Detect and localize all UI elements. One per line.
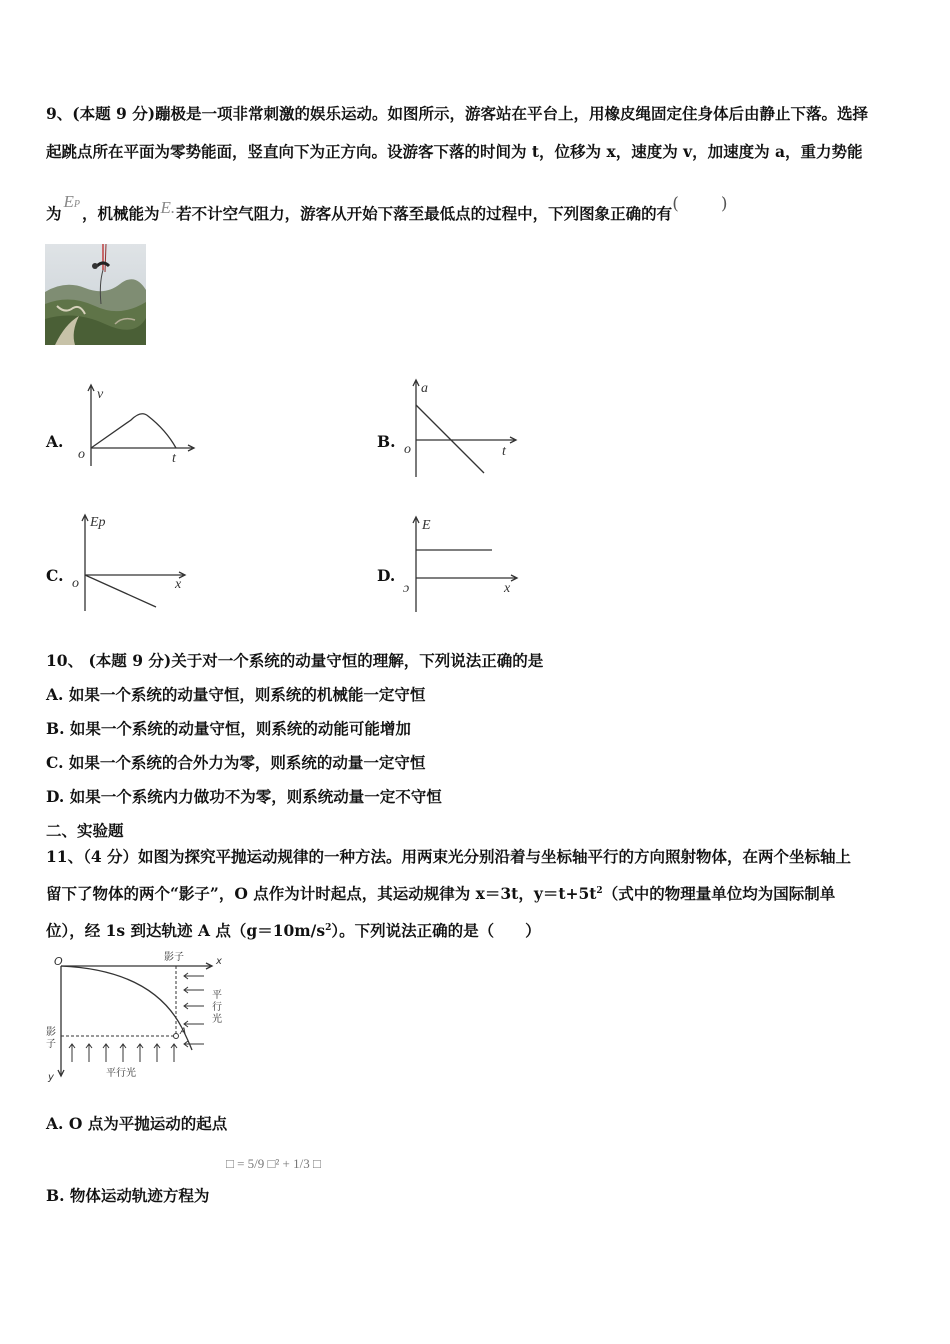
q9-graph-c <box>70 510 195 615</box>
q9-graph-b <box>400 375 525 480</box>
fig-bottom-light-arrows <box>69 1044 177 1062</box>
q9-line-3-rest: 若不计空气阻力，游客从开始下落至最低点的过程中，下列图象正确的有 <box>176 204 673 223</box>
q9-graph-d <box>400 512 525 617</box>
q10-stem: 10、 (本题 9 分)关于对一个系统的动量守恒的理解，下列说法正确的是 <box>46 651 544 670</box>
answer-bracket-open: ( <box>672 194 679 214</box>
graph-a-y-label: v <box>97 387 104 402</box>
q9-line-3-mid: ，机械能为 <box>82 204 160 223</box>
fig-light-bottom-label: 平行光 <box>106 1068 136 1079</box>
q11-line-2-b: （式中的物理量单位均为国际制单 <box>602 884 836 903</box>
graph-a-origin: o <box>78 447 85 462</box>
q10-option-a-label: A. <box>46 685 64 704</box>
q10-option-d[interactable] <box>46 785 442 807</box>
q11-line-2-a: 留下了物体的两个“影子”，O 点作为计时起点，其运动规律为 x＝3t，y＝t+5t <box>46 884 597 903</box>
q11-line-1: 11、（4 分）如图为探究平抛运动规律的一种方法。用两束光分别沿着与坐标轴平行的方向照射物体，在两个坐标轴上 <box>46 847 852 866</box>
graph-d-origin: ɔ <box>403 581 410 596</box>
fig-point-a-label: A <box>180 1027 187 1037</box>
q11-line-2-sup: 2 <box>596 885 603 896</box>
q10-option-b-text: 如果一个系统的动量守恒，则系统的动能可能增加 <box>69 719 411 738</box>
q9-line-3-prefix: 为 <box>46 204 62 223</box>
q10-option-b[interactable] <box>46 717 411 739</box>
fig-light-right-label-2: 行 <box>212 1002 222 1013</box>
q11-option-a-label: A. <box>46 1114 64 1133</box>
fig-shadow-top-label: 影子 <box>164 952 184 963</box>
q11-projectile-figure <box>42 950 232 1082</box>
q11-line-3 <box>46 919 541 941</box>
fig-light-right-label-3: 光 <box>212 1014 222 1025</box>
q11-option-a-text: O 点为平抛运动的起点 <box>68 1114 228 1133</box>
graph-d-x-label: x <box>504 581 511 596</box>
q9-line-2: 起跳点所在平面为零势能面，竖直向下为正方向。设游客下落的时间为 t，位移为 x，速度为 v，加速度为 a，重力势能 <box>46 142 863 161</box>
bungee-jump-photo <box>45 244 146 345</box>
q9-line-1: 9、(本题 9 分)蹦极是一项非常刺激的娱乐运动。如图所示，游客站在平台上，用橡皮绳固定住身体后由静止下落。选择 <box>46 104 869 123</box>
q9-line-3 <box>46 192 728 224</box>
q10-option-d-label: D. <box>46 787 65 806</box>
q11-line-3-sup: 2 <box>325 922 332 933</box>
ep-symbol <box>64 192 81 211</box>
q10-option-a[interactable] <box>46 683 425 705</box>
q11-option-b-text: 物体运动轨迹方程为 <box>69 1186 210 1205</box>
graph-c-line <box>85 575 156 607</box>
graph-c-y-label: Ep <box>90 515 106 530</box>
answer-bracket-close: ) <box>720 194 728 214</box>
graph-a-curve <box>91 414 176 448</box>
graph-c-origin: o <box>72 576 79 591</box>
graph-b-origin: o <box>404 442 411 457</box>
section-title-experiment: 二、实验题 <box>46 821 124 840</box>
q10-option-c-text: 如果一个系统的合外力为零，则系统的动量一定守恒 <box>68 753 426 772</box>
q9-option-b-label[interactable]: B. <box>377 432 396 451</box>
e-symbol: E. <box>160 198 176 217</box>
fig-trajectory <box>61 966 192 1050</box>
q9-option-d-label[interactable]: D. <box>377 566 396 585</box>
q11-line-3-b: ）。下列说法正确的是（ ） <box>331 921 541 940</box>
q11-option-b-label: B. <box>46 1186 65 1205</box>
ep-symbol-letter: E <box>63 192 74 211</box>
q9-option-a-label[interactable]: A. <box>46 432 64 451</box>
ep-symbol-sub: P <box>73 199 81 210</box>
graph-b-y-label: a <box>421 381 428 396</box>
graph-c-x-label: x <box>175 577 182 592</box>
q11-line-2 <box>46 882 835 904</box>
q9-graph-a <box>76 380 201 470</box>
graph-b-line <box>416 405 484 473</box>
q11-option-b[interactable] <box>46 1184 209 1206</box>
fig-shadow-left-label-2: 子 <box>46 1039 56 1050</box>
graph-b-x-label: t <box>502 444 506 459</box>
graph-a-x-label: t <box>172 451 176 466</box>
q10-option-a-text: 如果一个系统的动量守恒，则系统的机械能一定守恒 <box>68 685 426 704</box>
trajectory-equation: □ = 5/9 □² + 1/3 □ <box>226 1156 321 1171</box>
q11-line-3-a: 位），经 1s 到达轨迹 A 点（g＝10m/s <box>46 921 326 940</box>
q10-option-b-label: B. <box>46 719 65 738</box>
fig-shadow-left-label-1: 影 <box>46 1027 56 1038</box>
fig-x-label: x <box>216 956 222 967</box>
q10-option-c-label: C. <box>46 753 64 772</box>
q11-option-a[interactable] <box>46 1112 227 1134</box>
fig-right-light-arrows <box>184 973 204 1047</box>
q10-option-c[interactable] <box>46 751 425 773</box>
q10-option-d-text: 如果一个系统内力做功不为零，则系统动量一定不守恒 <box>69 787 442 806</box>
q9-option-c-label[interactable]: C. <box>46 566 64 585</box>
graph-d-y-label: E <box>422 518 431 533</box>
fig-y-label: y <box>48 1072 54 1082</box>
fig-light-right-label-1: 平 <box>212 990 222 1001</box>
fig-origin-label: O <box>54 955 63 968</box>
